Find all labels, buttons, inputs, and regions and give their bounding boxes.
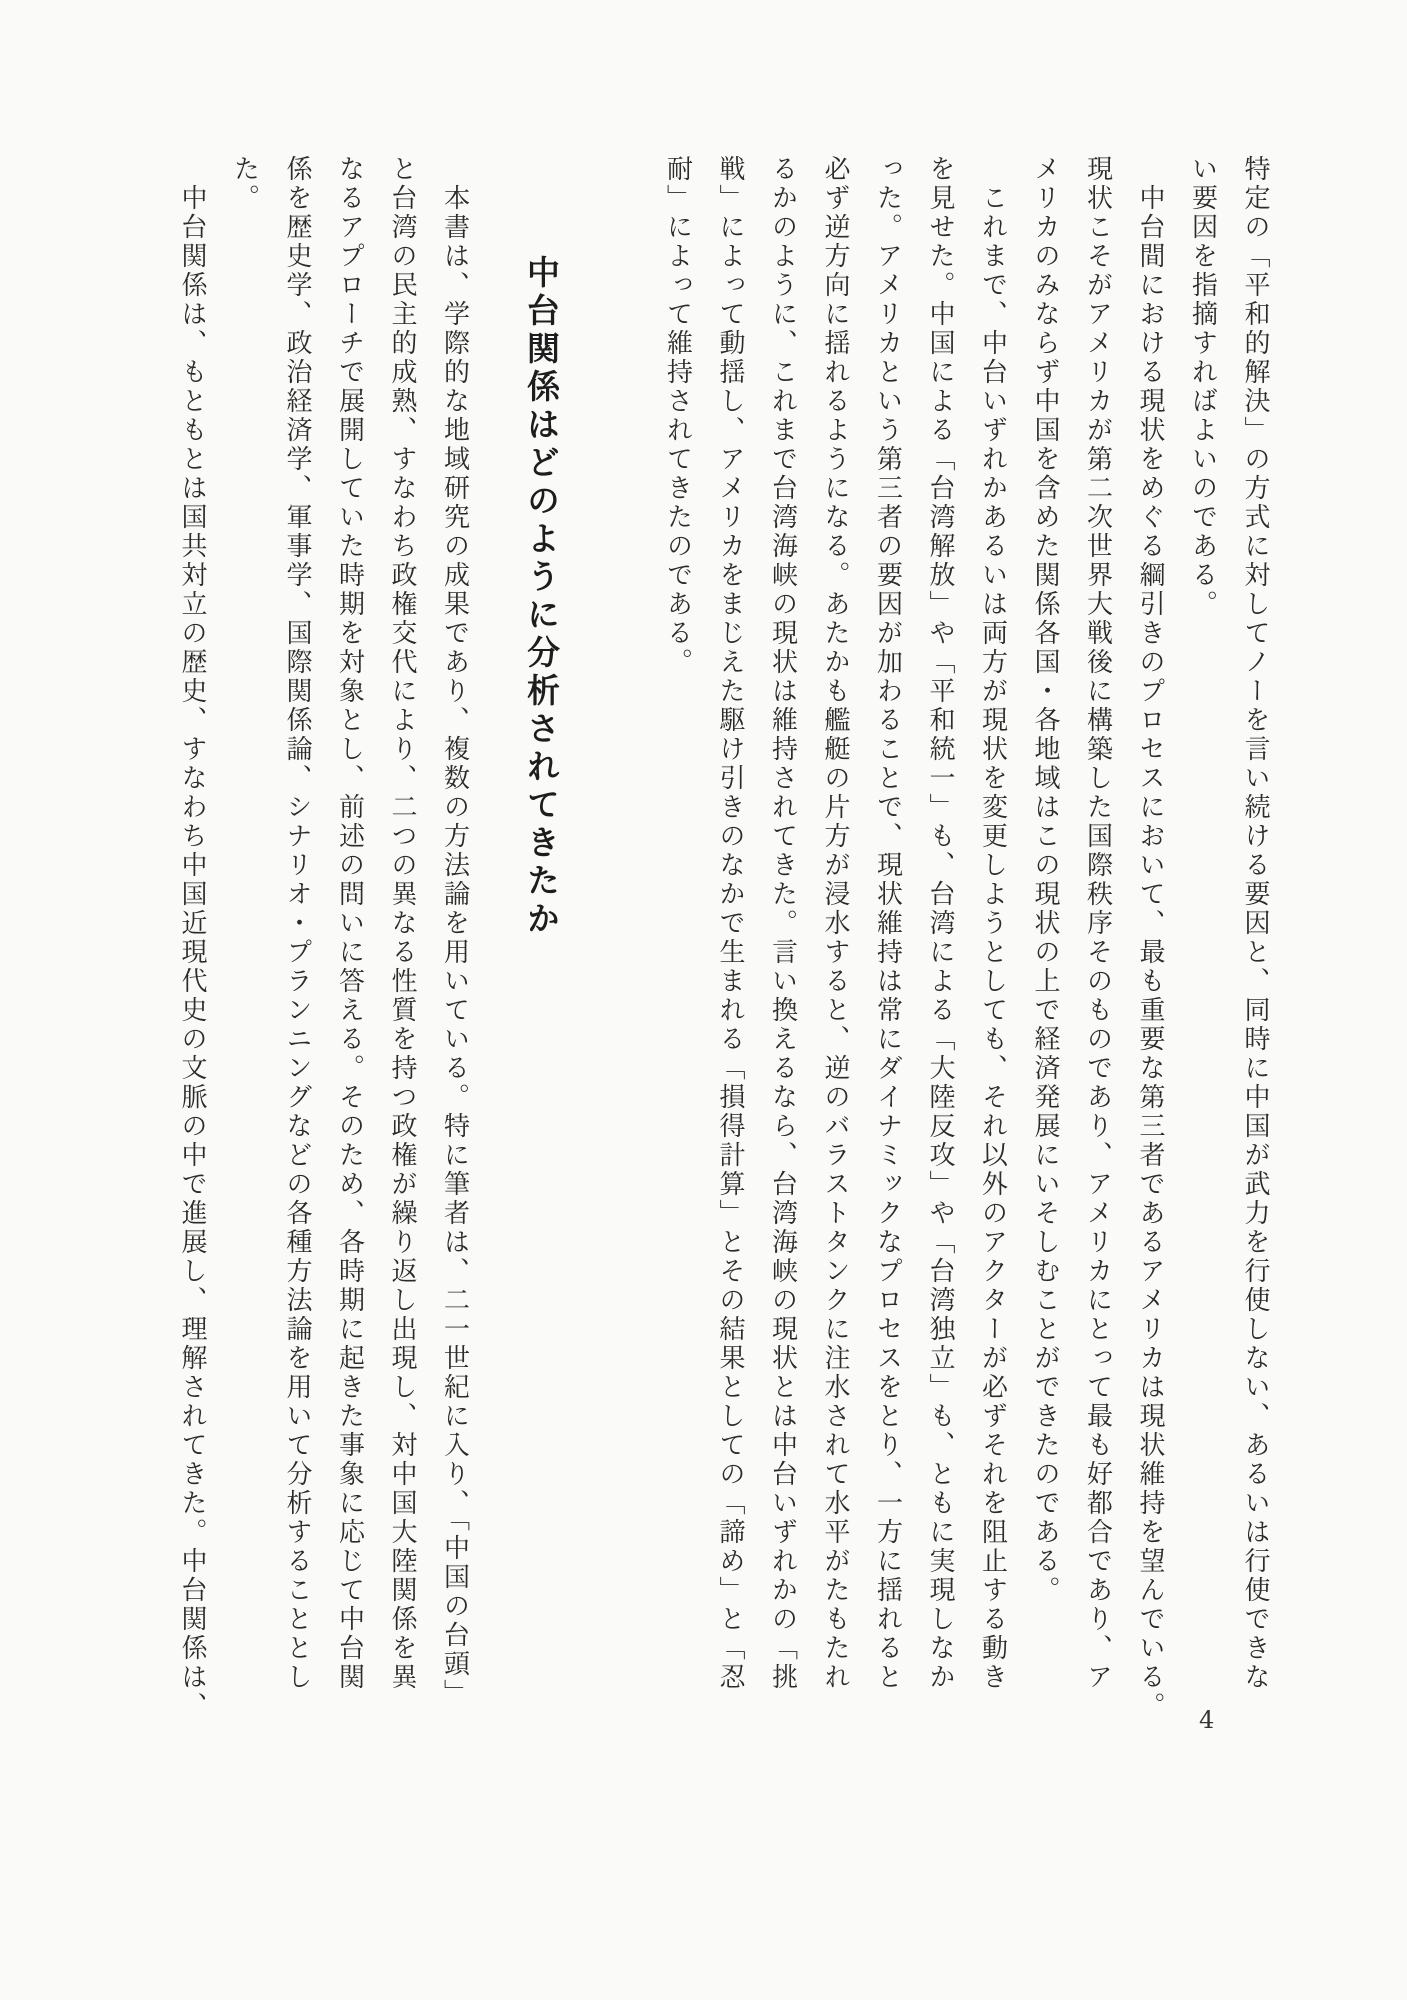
text-column: メリカのみならず中国を含めた関係各国・各地域はこの現状の上で経済発展にいそしむことができたのである。 (1030, 155, 1060, 1605)
text-column: 特定の「平和的解決」の方式に対してノーを言い続ける要因と、同時に中国が武力を行使しない、あるいは行使できな (1240, 155, 1270, 1692)
text-column: と台湾の民主的成熟、すなわち政権交代により、二つの異なる性質を持つ政権が繰り返し出現し、対中国大陸関係を異 (387, 155, 417, 1692)
text-column: った。アメリカという第三者の要因が加わることで、現状維持は常にダイナミックなプロセスをとり、一方に揺れると (872, 155, 903, 1692)
text-column: これまで、中台いずれかあるいは両方が現状を変更しようとしても、それ以外のアクターが必ずそれを阻止する動き (977, 155, 1008, 1692)
text-column: い要因を指摘すればよいのである。 (1187, 155, 1218, 619)
text-column: 戦」によって動揺し、アメリカをまじえた駆け引きのなかで生まれる「損得計算」とその結果としての「諦め」と「忍 (715, 155, 745, 1692)
text-column: 係を歴史学、政治経済学、軍事学、国際関係論、シナリオ・プランニングなどの各種方法論を用いて分析することとし (282, 155, 312, 1692)
text-column: なるアプローチで展開していた時期を対象とし、前述の問いに答える。そのため、各時期に起きた事象に応じて中台関 (334, 155, 365, 1692)
text-column: 現状こそがアメリカが第二次世界大戦後に構築した国際秩序そのものであり、アメリカにとって最も好都合であり、ア (1082, 155, 1113, 1692)
text-column: た。 (229, 155, 260, 213)
text-column: 中台間における現状をめぐる綱引きのプロセスにおいて、最も重要な第三者であるアメリカは現状維持を望んでいる。 (1135, 155, 1165, 1721)
page-number: 4 (1199, 1706, 1215, 1734)
text-column: 中台関係は、もともとは国共対立の歴史、すなわち中国近現代史の文脈の中で進展し、理解されてきた。中台関係は、 (177, 155, 207, 1721)
section-heading: 中台関係はどのように分析されてきたか (522, 255, 561, 939)
text-column: 耐」によって維持されてきたのである。 (662, 155, 693, 677)
text-column: 本書は、学際的な地域研究の成果であり、複数の方法論を用いている。特に筆者は、二一世紀に入り、「中国の台頭」 (439, 155, 470, 1708)
text-column: 必ず逆方向に揺れるようになる。あたかも艦艇の片方が浸水すると、逆のバラストタンクに注水されて水平がたもたれ (820, 155, 850, 1692)
text-block (166, 155, 1282, 1855)
text-column: るかのように、これまで台湾海峡の現状は維持されてきた。言い換えるなら、台湾海峡の現状とは中台いずれかの「挑 (767, 155, 798, 1692)
text-column: を見せた。中国による「台湾解放」や「平和統一」も、台湾による「大陸反攻」や「台湾独立」も、ともに実現しなか (925, 155, 955, 1692)
